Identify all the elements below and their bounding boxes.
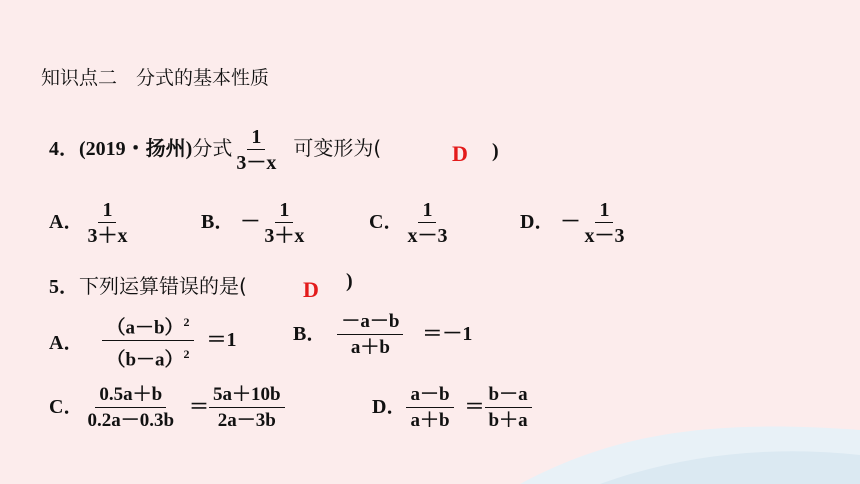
q5-option-b-den: a＋b [350,337,390,358]
q5-option-b-frac [337,310,403,361]
q5-close: ) [346,270,353,292]
q4-option-b [201,198,308,249]
q4-option-c [369,198,451,249]
q5-option-d-frac-right [485,383,532,434]
q5-option-b-num: －a－b [337,310,403,335]
q5-option-b-label: B． [293,323,327,346]
q5-option-c-frac-right [209,383,285,434]
q4-option-d-num: 1 [595,198,613,223]
q5-option-c-num: 0.5a＋b [95,383,166,408]
q4-pre: 分式 [192,136,233,161]
q4-option-b-den: 3＋x [264,225,305,247]
q4-option-a-label: A． [49,211,84,234]
q4-close: ) [492,140,499,162]
q5-option-b-rhs: ＝－1 [422,323,473,346]
q5-option-a-num-text: （a－b） [106,317,184,339]
q5-option-d-eq: ＝ [464,396,485,419]
q5-option-a-den [102,341,193,373]
q4-option-a-den: 3＋x [87,225,128,247]
q5-option-d-label: D． [372,396,407,419]
q4-option-b-frac [260,198,308,249]
q4-option-d-frac [580,198,628,249]
q5-option-c-frac-left [83,383,178,434]
q4-option-d-label: D． [520,211,555,234]
q4-frac-num: 1 [247,125,265,150]
q5-number: 5． [49,276,79,298]
q4-answer: D [452,141,468,166]
section-title: 知识点二 分式的基本性质 [41,67,270,89]
q5-option-a-den-text: （b－a） [106,349,184,371]
q4-frac-den: 3－x [236,152,277,174]
q5-option-d [372,383,532,434]
q5-option-c-eq: ＝ [189,396,210,419]
q5-option-c-rnum: 5a＋10b [209,383,285,408]
q4-option-d [520,198,628,249]
q4-option-d-sign: － [560,211,581,234]
q4-option-a-frac [83,198,131,249]
q5-text: 下列运算错误的是( [79,274,247,298]
q4-source: (2019・扬州) [79,138,193,161]
q4-number: 4． [49,138,79,161]
q5-option-d-den: a＋b [410,410,450,431]
q4-option-c-label: C． [369,211,404,234]
q5-option-d-rden: b＋a [488,410,528,431]
q5-option-c [49,383,285,434]
q5-option-a-rhs: ＝1 [206,329,237,352]
q5-option-a [49,310,237,374]
q5-option-a-num [102,310,193,341]
q5-option-a-frac [102,310,193,374]
q5-option-d-num: a－b [406,383,453,408]
question-5 [49,270,247,299]
question-4 [49,125,381,176]
q5-option-a-label: A． [49,332,84,355]
q4-post: 可变形为( [293,136,382,161]
q5-option-a-den-exp: 2 [183,347,190,362]
q4-option-c-frac [403,198,451,249]
q5-option-d-rnum: b－a [485,383,532,408]
q4-option-b-num: 1 [275,198,293,223]
q4-option-c-num: 1 [418,198,436,223]
q5-option-a-num-exp: 2 [183,315,190,329]
q5-option-c-label: C． [49,396,84,419]
q4-option-a [49,198,131,249]
q5-option-c-den: 0.2a－0.3b [87,410,175,431]
q4-option-b-sign: － [240,211,261,234]
q4-option-d-den: x－3 [584,225,625,247]
q4-option-c-den: x－3 [407,225,448,247]
q5-option-b [293,310,472,361]
q5-option-c-rden: 2a－3b [217,410,276,431]
q5-answer: D [303,277,319,302]
q4-option-b-label: B． [201,211,235,234]
q5-option-d-frac-left [406,383,453,434]
q4-fraction [232,125,280,176]
q4-option-a-num: 1 [98,198,116,223]
